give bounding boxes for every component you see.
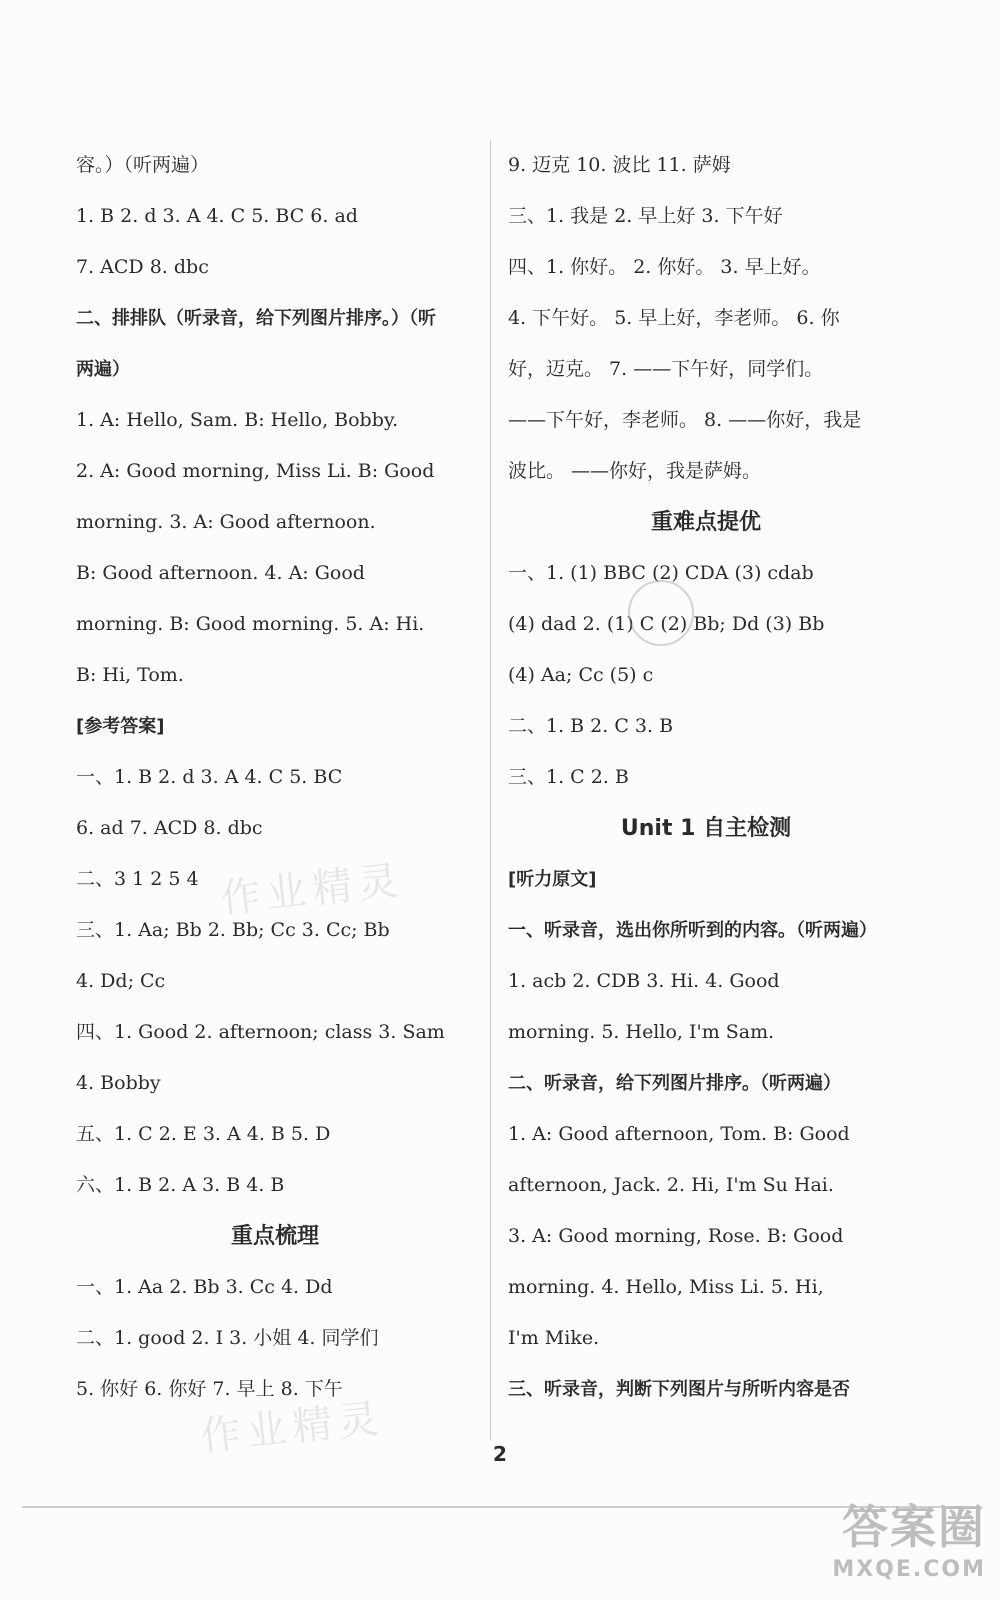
section-heading: Unit 1 自主检测 [620, 816, 792, 841]
section-heading: 重点梳理 [230, 1224, 319, 1249]
text-line: 五、1. C 2. E 3. A 4. B 5. D [76, 1123, 331, 1145]
text-line: 7. ACD 8. dbc [76, 256, 209, 278]
text-line: morning. 3. A: Good afternoon. [76, 511, 376, 533]
text-line: 容。）（听两遍） [76, 154, 210, 176]
text-line: 一、1. (1) BBC (2) CDA (3) cdab [508, 562, 814, 584]
text-line: morning. 5. Hello, I'm Sam. [508, 1021, 775, 1043]
text-line: morning. 4. Hello, Miss Li. 5. Hi, [508, 1276, 824, 1298]
text-line: 2. A: Good morning, Miss Li. B: Good [76, 460, 435, 482]
text-line: 好，迈克。 7. ——下午好，同学们。 [508, 358, 824, 380]
watermark-2: 作业精灵 [198, 1395, 387, 1461]
text-line: 三、1. Aa; Bb 2. Bb; Cc 3. Cc; Bb [76, 919, 390, 941]
text-line: 三、听录音，判断下列图片与所听内容是否 [508, 1379, 850, 1400]
text-line: 一、1. B 2. d 3. A 4. C 5. BC [76, 766, 343, 788]
text-line: 四、1. 你好。 2. 你好。 3. 早上好。 [508, 256, 821, 278]
text-line: 波比。 ——你好，我是萨姆。 [508, 460, 762, 482]
text-line: 两遍） [76, 359, 130, 380]
text-line: [参考答案] [76, 716, 165, 737]
text-line: 1. acb 2. CDB 3. Hi. 4. Good [508, 970, 780, 992]
corner-logo [832, 1491, 986, 1582]
text-line: 六、1. B 2. A 3. B 4. B [76, 1174, 285, 1196]
text-line: 三、1. 我是 2. 早上好 3. 下午好 [508, 205, 783, 227]
text-line: [听力原文] [508, 869, 597, 890]
text-line: 一、1. Aa 2. Bb 3. Cc 4. Dd [76, 1276, 333, 1298]
text-line: 二、1. good 2. I 3. 小姐 4. 同学们 [76, 1327, 379, 1349]
text-line: 1. A: Good afternoon, Tom. B: Good [508, 1123, 850, 1145]
text-line: ——下午好，李老师。 8. ——你好，我是 [508, 409, 862, 431]
corner-logo-main: 答案圈 [842, 1500, 986, 1554]
watermark-1: 作业精灵 [218, 857, 407, 923]
section-heading: 重难点提优 [650, 510, 761, 535]
stamp-mark [628, 580, 694, 646]
text-line: 3. A: Good morning, Rose. B: Good [508, 1225, 844, 1247]
text-line: 5. 你好 6. 你好 7. 早上 8. 下午 [76, 1378, 343, 1400]
text-line: afternoon, Jack. 2. Hi, I'm Su Hai. [508, 1174, 834, 1196]
text-line: 二、听录音，给下列图片排序。（听两遍） [508, 1073, 841, 1094]
text-line: B: Hi, Tom. [76, 664, 184, 686]
text-line: 1. B 2. d 3. A 4. C 5. BC 6. ad [76, 205, 358, 227]
text-line: (4) Aa; Cc (5) c [508, 664, 654, 686]
text-line: B: Good afternoon. 4. A: Good [76, 562, 365, 584]
text-line: 三、1. C 2. B [508, 766, 629, 788]
text-line: 二、排排队（听录音，给下列图片排序。）（听 [76, 308, 436, 329]
text-line: 二、1. B 2. C 3. B [508, 715, 674, 737]
left-column [76, 140, 474, 1415]
footer-rule [22, 1506, 972, 1508]
text-line: 9. 迈克 10. 波比 11. 萨姆 [508, 154, 731, 176]
text-line: 四、1. Good 2. afternoon; class 3. Sam [76, 1021, 445, 1043]
text-line: morning. B: Good morning. 5. A: Hi. [76, 613, 425, 635]
text-line: (4) dad 2. (1) C (2) Bb; Dd (3) Bb [508, 613, 825, 635]
text-line: 4. Bobby [76, 1072, 161, 1094]
text-line: 6. ad 7. ACD 8. dbc [76, 817, 263, 839]
right-column [508, 140, 904, 1415]
text-line: 4. Dd; Cc [76, 970, 166, 992]
text-line: 4. 下午好。 5. 早上好，李老师。 6. 你 [508, 307, 840, 329]
text-line: 一、听录音，选出你所听到的内容。（听两遍） [508, 920, 877, 941]
text-line: 二、3 1 2 5 4 [76, 868, 199, 890]
corner-logo-url: MXQE.COM [832, 1557, 986, 1582]
column-divider [490, 140, 491, 1440]
page-number: 2 [493, 1442, 507, 1466]
text-line: 1. A: Hello, Sam. B: Hello, Bobby. [76, 409, 399, 431]
text-line: I'm Mike. [508, 1327, 600, 1349]
